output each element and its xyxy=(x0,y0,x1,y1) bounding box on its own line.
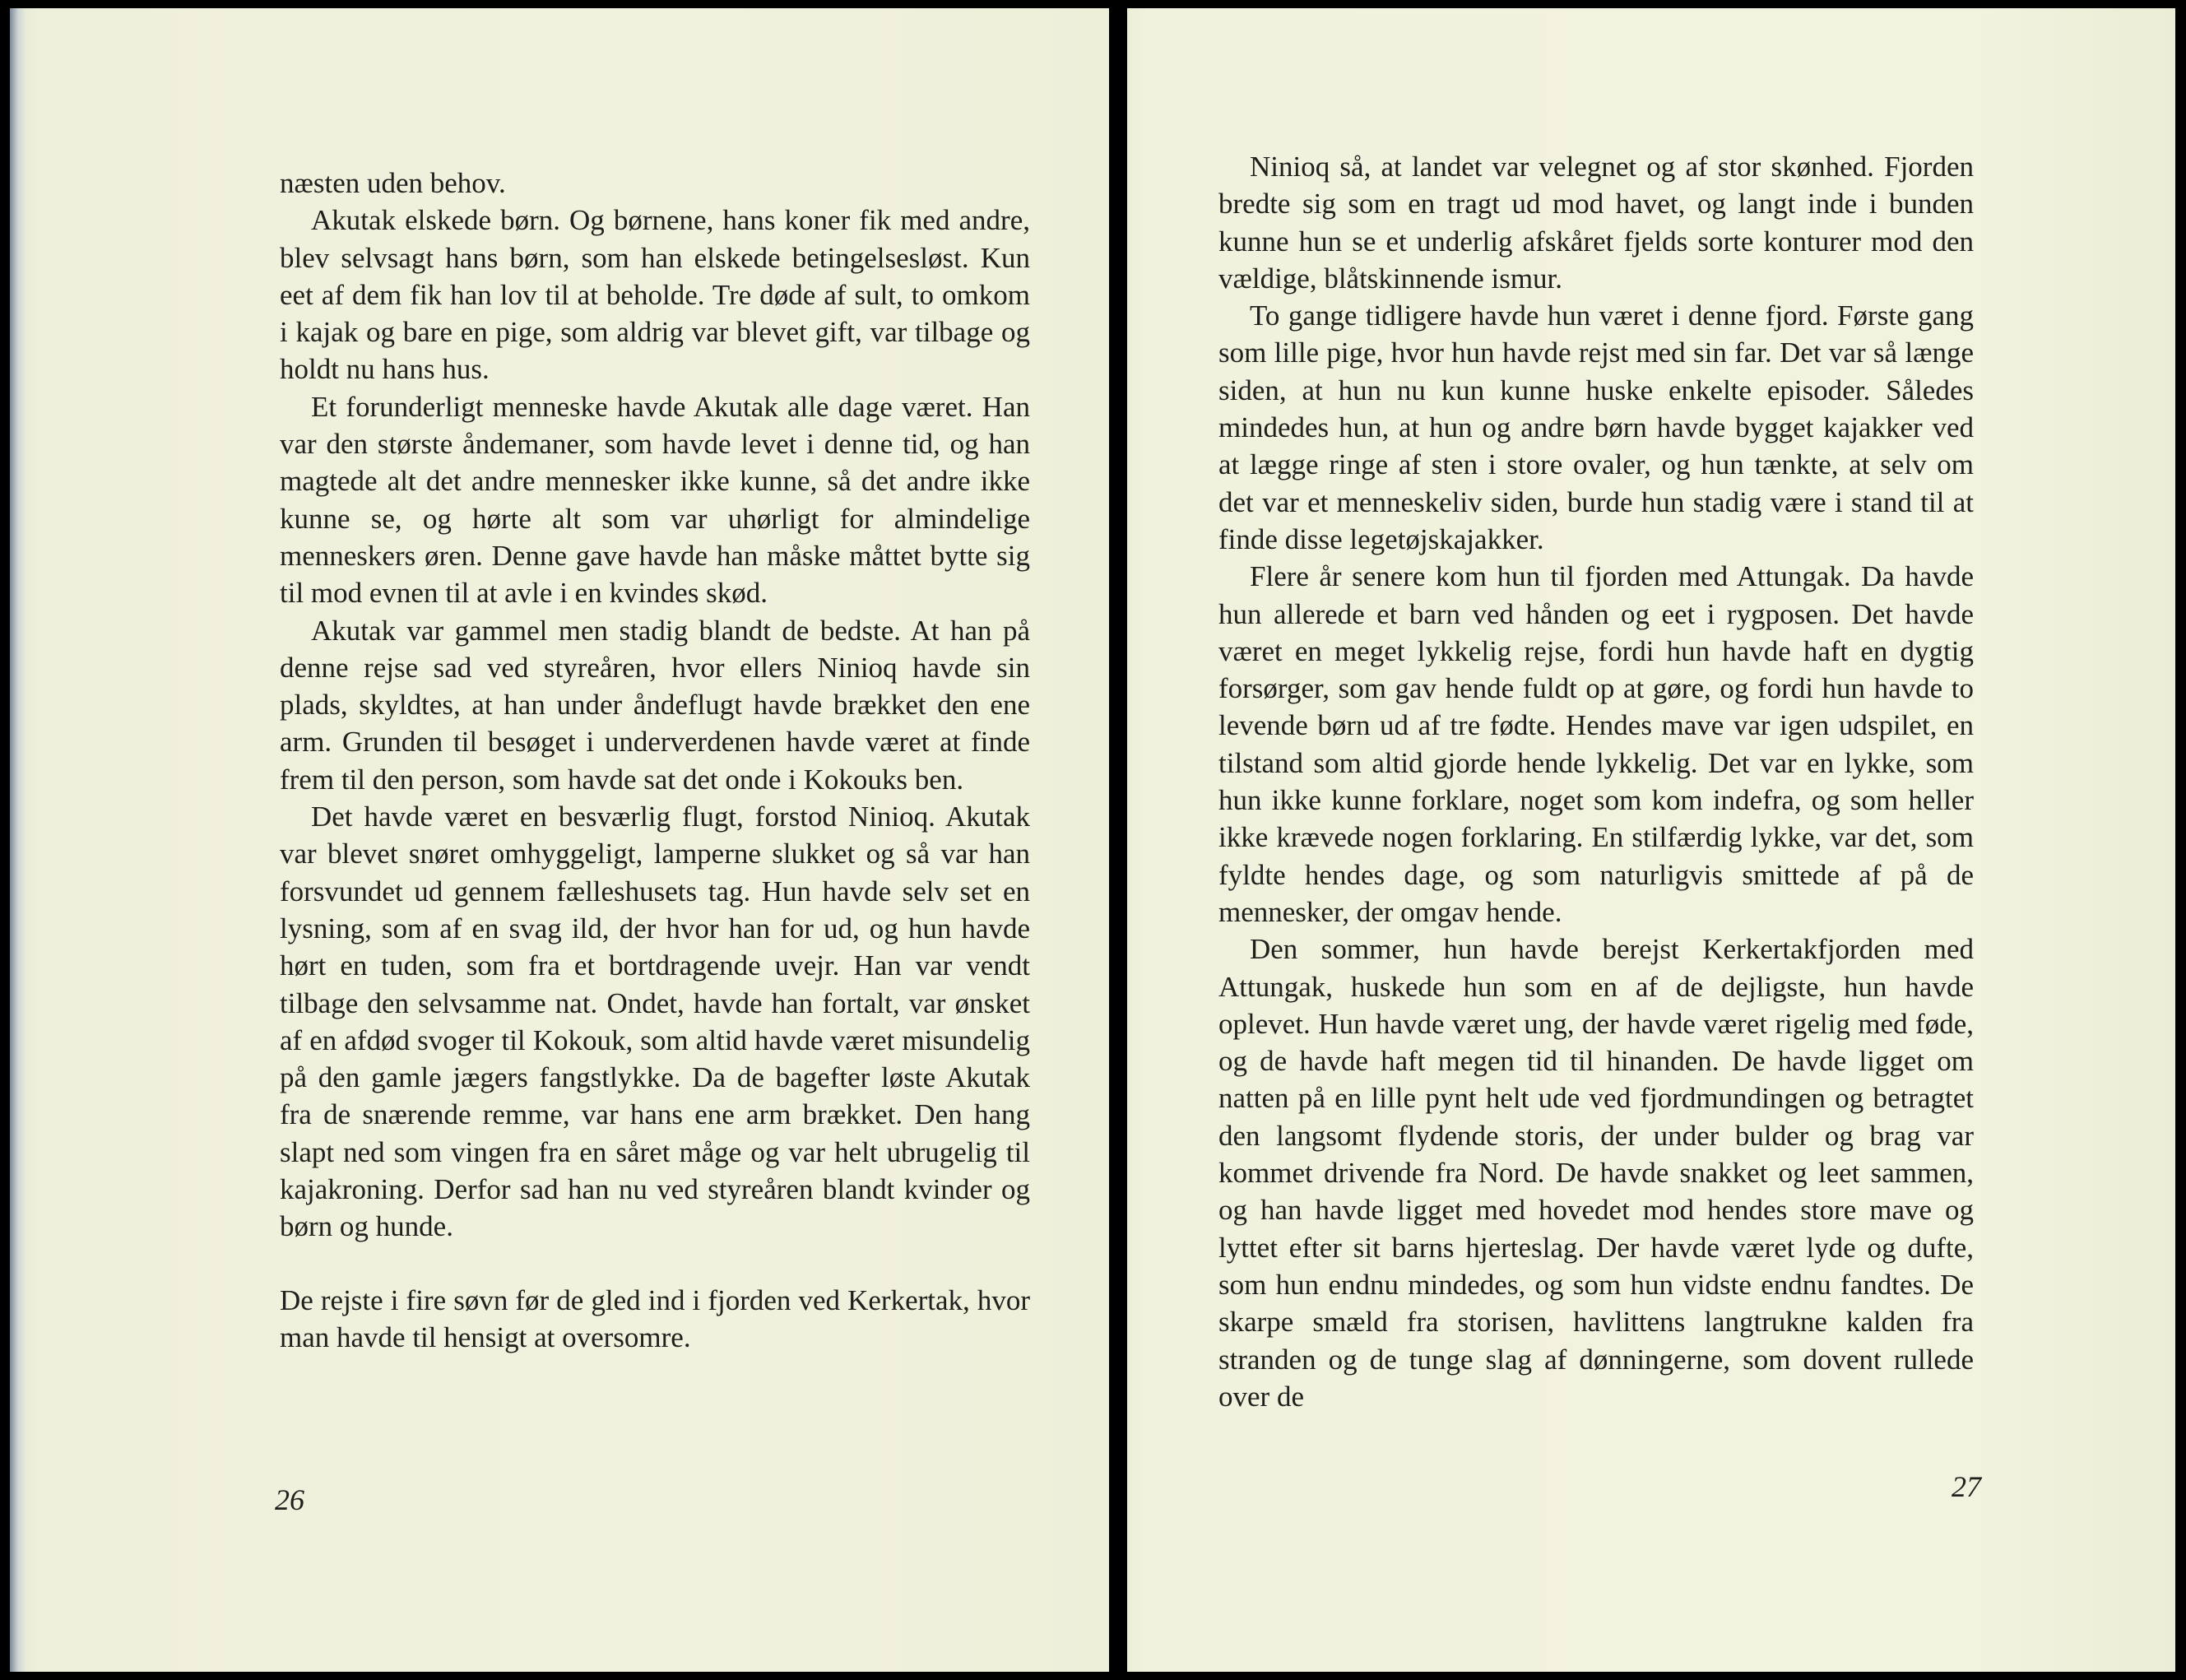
page-number-right: 27 xyxy=(1952,1470,1981,1503)
right-page-text xyxy=(1218,148,1974,1415)
left-paragraph-5: Det havde været en besværlig flugt, forstod Ninioq. Akutak var blevet snøret omhyggeligt, lamperne slukket og så var han forsvundet ud gennem fælleshusets tag. Hun havde selv set en lysning, som af en svag ild, der hvor han for ud, og hun havde hørt en tuden, som fra et bortdragende uvejr. Han var vendt tilbage den selvsamme nat. Ondet, havde han fortalt, var ønsket af en afdød svoger til Kokouk, som altid havde været misundelig på den gamle jægers fangstlykke. Da de bagefter løste Akutak fra de snærende remme, var hans ene arm brækket. Den hang slapt ned som vingen fra en såret måge og var helt ubrugelig til kajakroning. Derfor sad han nu ved styreåren blandt kvinder og børn og hunde. xyxy=(280,801,1030,1243)
right-page xyxy=(1127,8,2175,1672)
left-page-text xyxy=(280,165,1030,1356)
right-paragraph-4: Den sommer, hun havde berejst Kerkertakfjorden med Attungak, huskede hun som en af de dejligste, hun havde oplevet. Hun havde været ung, der havde været rigelig med føde, og de havde haft megen tid til hinanden. De havde ligget om natten på en lille pynt helt ude ved fjordmundingen og betragtet den langsomt flydende storis, der under bulder og brag var kommet drivende fra Nord. De havde snakket og leet sammen, og han havde ligget med hovedet mod hendes store mave og lyttet efter sit barns hjerteslag. Der havde været lyde og dufte, som hun endnu mindedes, og som hun vidste endnu fandtes. De skarpe smæld fra storisen, havlittens langtrukne kalden fra stranden og de tunge slag af dønningerne, som dovent rullede over de xyxy=(1218,933,1974,1413)
left-paragraph-4: Akutak var gammel men stadig blandt de bedste. At han på denne rejse sad ved styreåren, hvor ellers Ninioq havde sin plads, skyldtes, at han under åndeflugt havde brækket den ene arm. Grunden til besøget i underverdenen havde været at finde frem til den person, som havde sat det onde i Kokouks ben. xyxy=(280,614,1030,796)
left-paragraph-6: De rejste i fire søvn før de gled ind i fjorden ved Kerkertak, hvor man havde til hensigt at oversomre. xyxy=(280,1283,1030,1353)
section-break xyxy=(280,1246,1030,1282)
right-paragraph-2: To gange tidligere havde hun været i denne fjord. Første gang som lille pige, hvor hun havde rejst med sin far. Det var så længe siden, at hun nu kun kunne huske enkelte episoder. Således mindedes hun, at hun og andre børn havde bygget kajakker ved at lægge ringe af sten i store ovaler, og hun tænkte, at selv om det var et menneskeliv siden, burde hun stadig være i stand til at finde disse legetøjskajakker. xyxy=(1218,299,1974,555)
right-paragraph-3: Flere år senere kom hun til fjorden med Attungak. Da havde hun allerede et barn ved hånden og eet i rygposen. Det havde været en meget lykkelig rejse, fordi hun havde haft en dygtig forsørger, som gav hende fuldt op at gøre, og fordi hun havde to levende børn ud af tre fødte. Hendes mave var igen udspilet, en tilstand som altid gjorde hende lykkelig. Det var en lykke, som hun ikke kunne forklare, noget som kom indefra, og som heller ikke krævede nogen forklaring. En stilfærdig lykke, var det, som fyldte hendes dage, og som naturligvis smittede af på de mennesker, der omgav hende. xyxy=(1218,560,1974,928)
left-paragraph-2: Akutak elskede børn. Og børnene, hans koner fik med andre, blev selvsagt hans børn, som han elskede betingelsesløst. Kun eet af dem fik han lov til at beholde. Tre døde af sult, to omkom i kajak og bare en pige, som aldrig var blevet gift, var tilbage og holdt nu hans hus. xyxy=(280,204,1030,386)
right-paragraph-1: Ninioq så, at landet var velegnet og af stor skønhed. Fjorden bredte sig som en tragt ud mod havet, og langt inde i bunden kunne hun se et underlig afskåret fjelds sorte konturer mod den vældige, blåtskinnende ismur. xyxy=(1218,151,1974,295)
page-number-left: 26 xyxy=(275,1483,304,1516)
left-page xyxy=(10,8,1109,1672)
left-paragraph-1: næsten uden behov. xyxy=(280,167,506,199)
left-paragraph-3: Et forunderligt menneske havde Akutak alle dage været. Han var den største åndemaner, som havde levet i denne tid, og han magtede alt det andre mennesker ikke kunne, så det andre ikke kunne se, og hørte alt som var uhørligt for almindelige menneskers øren. Denne gave havde han måske måttet bytte sig til mod evnen til at avle i en kvindes skød. xyxy=(280,390,1030,610)
